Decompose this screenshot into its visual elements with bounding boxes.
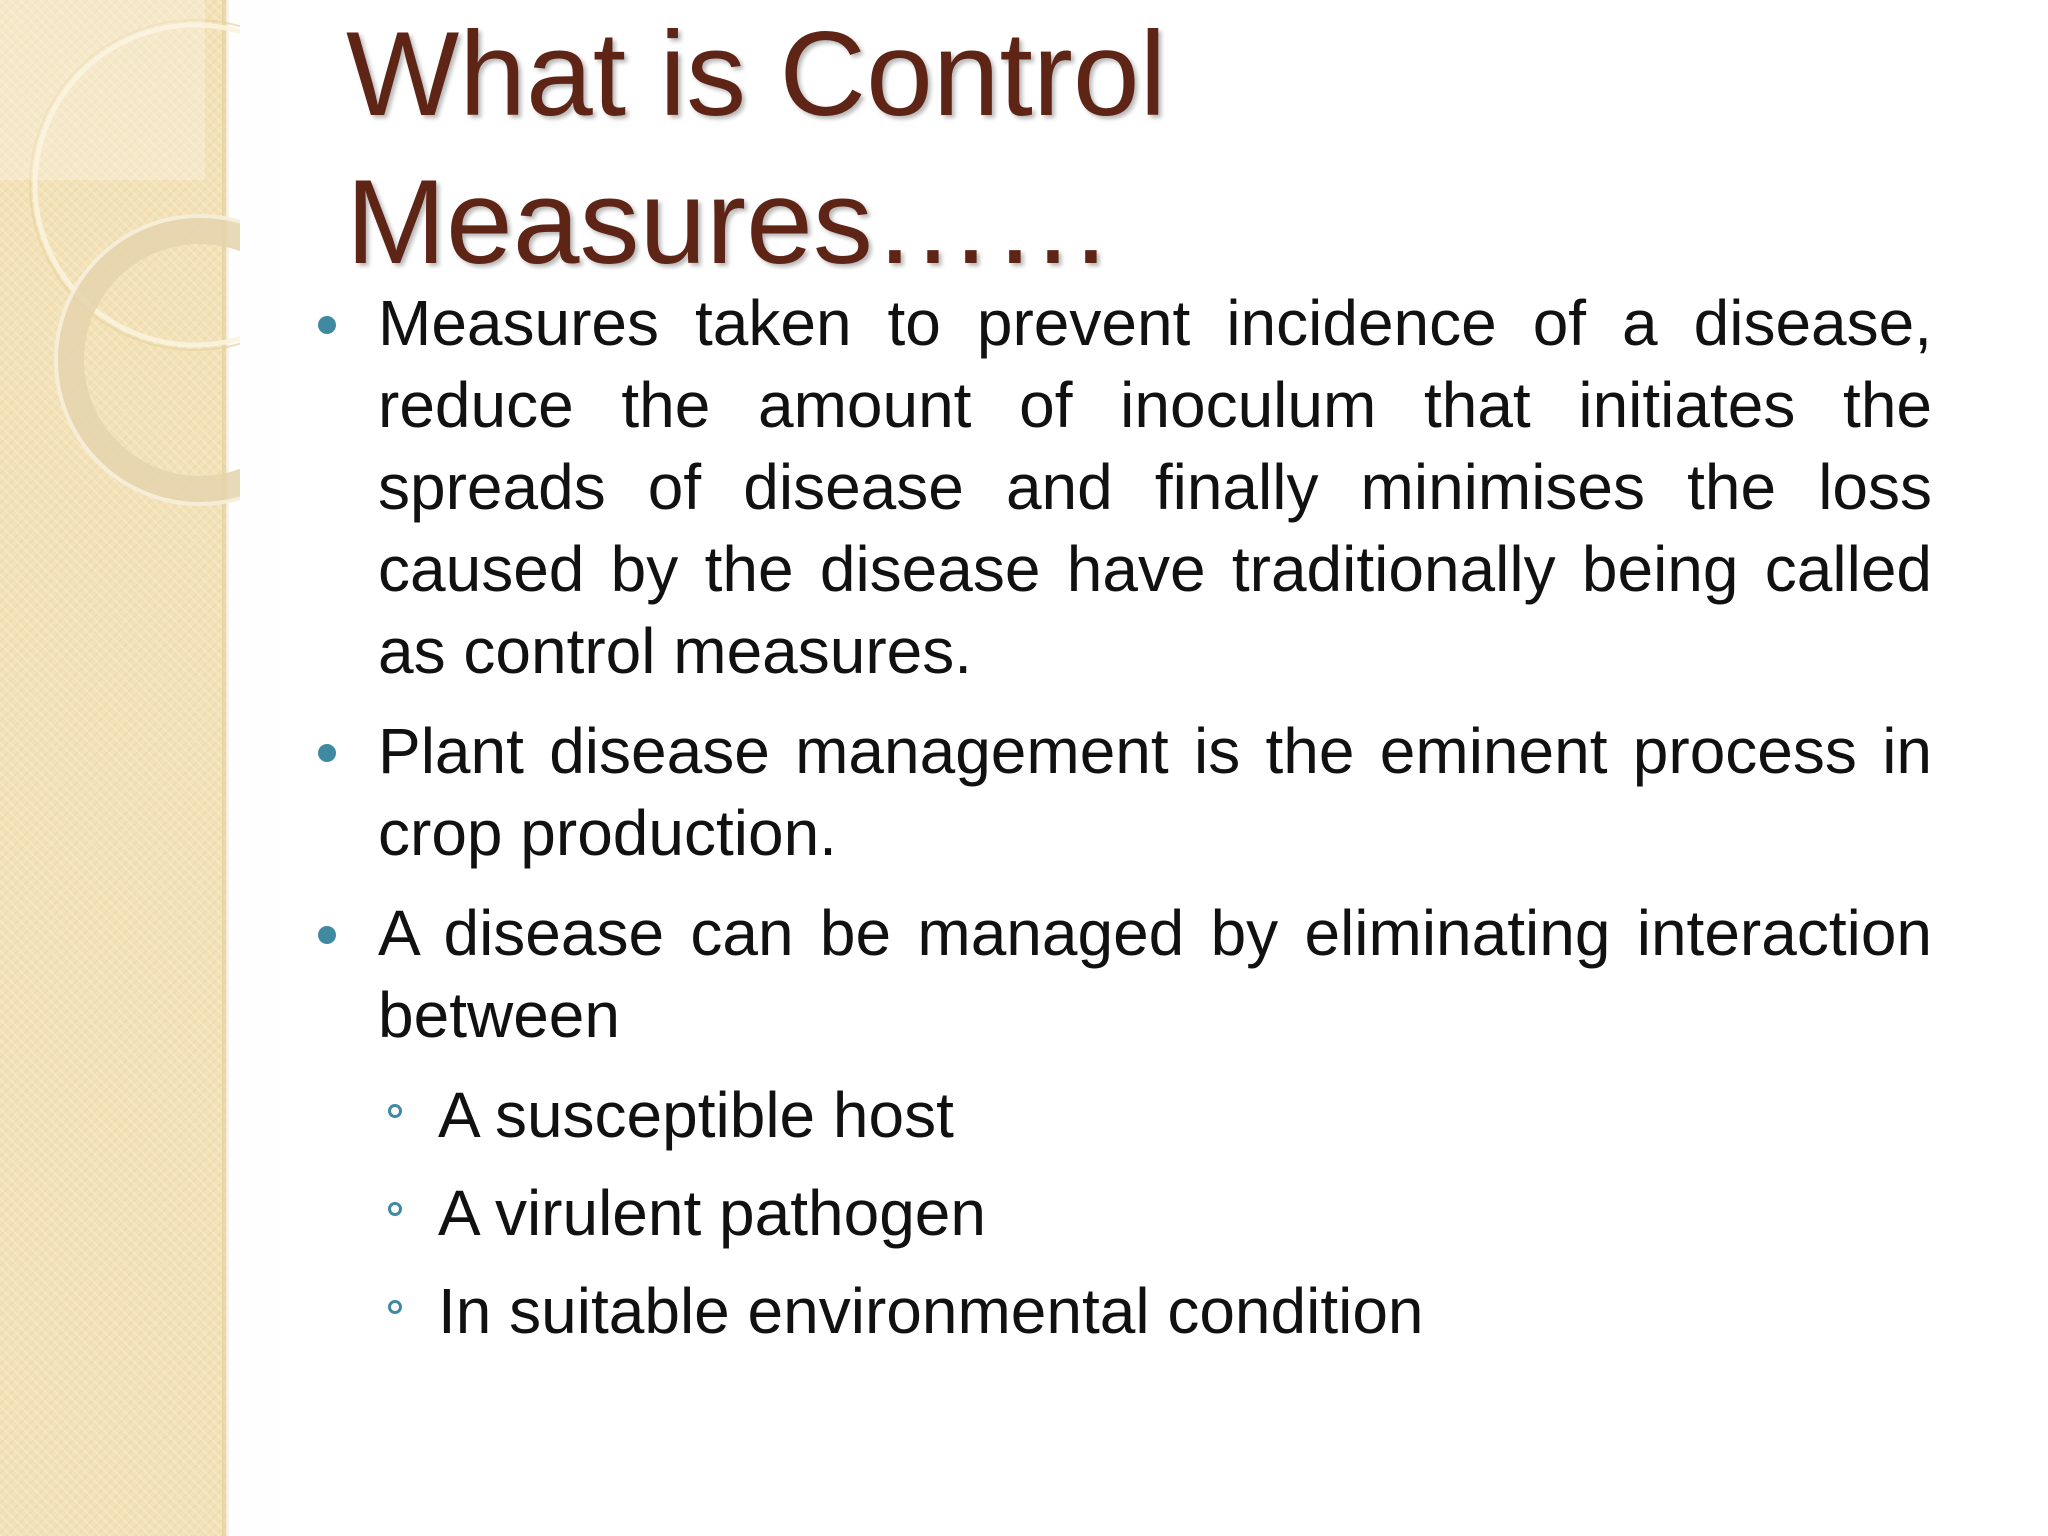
bullet-text: Measures taken to prevent incidence of a disease, reduce the amount of inoculum that initiates the spreads of disease and finally minimises the loss caused by the disease have traditionally being called as control measures. (378, 287, 1932, 687)
sub-bullet-text: In suitable environmental condition (438, 1275, 1424, 1347)
bullet-dot-icon (318, 926, 336, 944)
sub-bullet-item (300, 1172, 1932, 1254)
decorative-rings (0, 0, 240, 520)
bullet-ring-icon (388, 1300, 402, 1314)
bullet-item (300, 282, 1932, 692)
sub-bullet-item (300, 1074, 1932, 1156)
sub-bullet-item (300, 1270, 1932, 1352)
bullet-ring-icon (388, 1104, 402, 1118)
bullet-text: A disease can be managed by eliminating interaction between (378, 897, 1932, 1051)
slide-title: What is Control Measures…… (346, 7, 1167, 289)
bullet-dot-icon (318, 744, 336, 762)
sub-bullet-text: A susceptible host (438, 1079, 954, 1151)
slide-body (300, 282, 1932, 1352)
bullet-item (300, 710, 1932, 874)
bullet-dot-icon (318, 316, 336, 334)
bullet-ring-icon (388, 1202, 402, 1216)
bullet-item (300, 892, 1932, 1056)
bullet-text: Plant disease management is the eminent process in crop production. (378, 715, 1932, 869)
sub-bullet-text: A virulent pathogen (438, 1177, 986, 1249)
